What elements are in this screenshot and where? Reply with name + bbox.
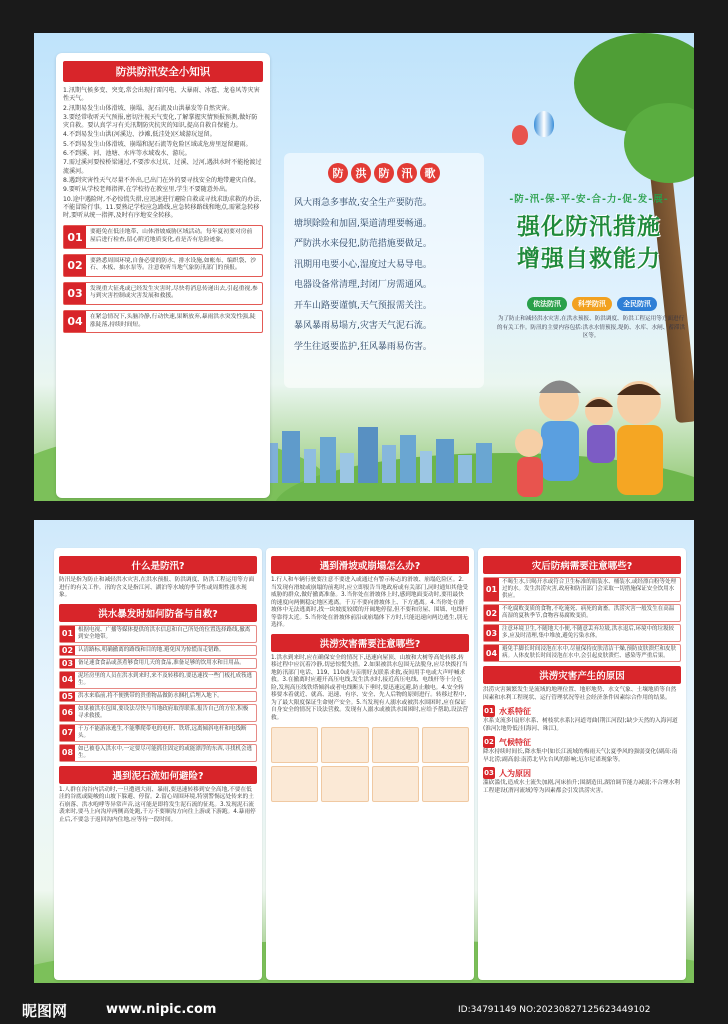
- list-item: [59, 625, 257, 643]
- rescue-illustration: [422, 766, 469, 802]
- watermark-id: ID:34791149 NO:20230827125623449102: [458, 1005, 651, 1015]
- flood-poem: [284, 153, 484, 388]
- family-illustration: [489, 363, 689, 501]
- sub-text: 降水持续时间长,降水集中(如长江流域的梅雨天气);夏季风的强弱变化(副高:南旱北涝;副高弱:南涝北旱);台风的影响;厄尔尼诺现象等。: [483, 749, 678, 763]
- paragraph: 8.遇到灾害性天气尽量不外出,已出门在外的要寻找安全的地带避灾自保。: [63, 176, 260, 184]
- item-number: 02: [64, 255, 86, 276]
- rescue-illustration: [422, 727, 469, 763]
- headline: [489, 211, 689, 275]
- poem-title: [294, 163, 474, 183]
- poem-line: 电器设备常清理,封闭厂房需通风。: [294, 280, 432, 290]
- paragraph: 10.途中遇险时,不必惊慌失措,应迅速进行避险自救或寻找求助求救的办法,不能冒险行事。11.要熟记学校应急路线,应急转移路线和地点,需紧急转移时,要听从统一指挥,及时有序地安全转移。: [63, 195, 262, 220]
- hot-air-balloon-icon: [512, 125, 528, 145]
- rescue-illustration: [271, 727, 318, 763]
- section-title: 遇到泥石流如何避险?: [59, 766, 257, 784]
- hot-air-balloon-icon: [534, 111, 554, 137]
- sub-heading: [483, 767, 681, 779]
- item-number: 04: [64, 311, 86, 332]
- item-number: 03: [61, 658, 74, 668]
- section-text: 洪涝灾害频繁发生是流域的地理位置、地形地势、水文气象、土壤地质等自然因素和水利工程现状、运行管理状况等社会经济条件因素综合作用的结果。: [483, 687, 677, 701]
- section-title: 洪水暴发时如何防备与自救?: [59, 604, 257, 622]
- list-item: [63, 254, 263, 277]
- safety-knowledge-card: [56, 53, 270, 498]
- sub-title: 水系特征: [499, 706, 531, 716]
- item-text: 发现重大征兆或已经发生灾害时,尽快将消息传递出去,引起重视,参与到灾害控制或灾害发展和救援。: [90, 285, 258, 300]
- item-number: 07: [60, 725, 75, 741]
- poem-line: 学生往返要监护,狂风暴雨易伤害。: [294, 341, 432, 352]
- tag-badge: 全民防汛: [617, 297, 657, 311]
- paragraph: 6.不到溪、河、池塘、水库等水域戏水、游玩。: [63, 150, 191, 158]
- poem-line: 塘坝除险和加固,渠道清理要畅通。: [294, 218, 432, 229]
- section-text: 防汛是指为防止和减轻洪水灾害,在洪水预报、防洪调度、防洪工程运用等方面进行的有关工作。汛的含义是指江河、湖泊等水域的季节性或周期性涨水现象。: [59, 577, 255, 598]
- item-number: 01: [60, 626, 75, 642]
- tag-badge: 科学防汛: [572, 297, 612, 311]
- list-item: [59, 645, 257, 656]
- poem-line: 暴风暴雨易塌方,灾害天气泥石流。: [294, 321, 432, 331]
- sub-number: 01: [484, 707, 494, 715]
- paragraph: 2.汛期易发生山体滑坡、崩塌、泥石流及山洪暴发等自然灾害。: [63, 104, 234, 112]
- section-title: 什么是防汛?: [59, 556, 257, 574]
- list-item: [483, 604, 681, 622]
- list-item: [59, 671, 257, 689]
- paragraph: 1.汛期气候多变、突变,常会出现打雷闪电、大暴雨、冰雹、龙卷风等灾害性天气。: [63, 87, 260, 103]
- item-text: 不吃腐败变质的食物,不吃淹死、病死的禽畜。洪涝灾害一般发生在高温高湿的夏秋季节,食物容易腐败变质。: [502, 606, 675, 619]
- rescue-illustration: [271, 766, 318, 802]
- item-text: 泥坯房里的人员在洪水到来时,来不及转移的,要迅速找一些门板扎成筏逃生。: [78, 672, 252, 686]
- column-3: [478, 548, 686, 980]
- item-text: 在紧急情况下,头脑冷静,行动快速,果断放弃,暴雨洪水突发性强,陡涨陡落,持续时间短。: [90, 314, 256, 328]
- poem-title-char: 防: [328, 163, 348, 183]
- sub-text: 滥砍滥伐,造成水土流失加剧,河床抬升;围湖造田,湖泊调节能力减弱;不合理水利工程建设(渭河流域)等为因素都会引发洪涝灾害。: [483, 780, 680, 794]
- tag-badge: 依法防汛: [527, 297, 567, 311]
- item-number: 05: [61, 691, 74, 701]
- poem-title-char: 歌: [420, 163, 440, 183]
- item-text: 洪水来临前,将不便携带的贵重物品做防水捆扎后埋入地下。: [78, 692, 223, 699]
- item-number: 03: [484, 625, 499, 641]
- sub-heading: [483, 705, 681, 717]
- rescue-illustration: [321, 766, 368, 802]
- item-text: 要熟悉周围环境,自备必要的防水、排水设施,如帐布、编织袋、沙石、木板、抽水泵等。注意收听当地气象防汛部门的预报。: [90, 257, 256, 272]
- inner-panel: [34, 520, 694, 983]
- item-number: 03: [64, 283, 86, 304]
- section-text: 1.人群在沟谷内活动时,一旦遭遇大雨、暴雨,要迅速转移到安全高地,不要在低洼的谷底或陡峻的山坡下躲避、停留。2.留心周围环境,特别警惕远处传来的土石崩落、洪水咆哮等异常声音,这可能是即将发生泥石流的征兆。3.发现泥石流袭来时,要马上向沟岸两侧高处跑,千万不要顺沟方向往上游或下游跑。4.暴雨停止后,不要急于返回沟内住地,应等待一段时间。: [59, 786, 256, 823]
- list-item: [59, 724, 257, 742]
- front-panel: [34, 33, 694, 501]
- intro-text: 为了防止和减轻洪水灾害,在洪水预报、防洪调度、防洪工程运用等方面进行的有关工作。防汛的主要内容包括:洪水水情预报,堤防、水库、水闸、蓄滞洪区等。: [496, 316, 686, 339]
- sub-title: 气候特征: [499, 737, 531, 747]
- paragraph: 3.要经常收听天气预报,密切注视天气变化,了解掌握灾情预报预测,做好防灾自救。要认真学习有关汛期防灾抗灾的知识,提高自救自保能力。: [63, 113, 258, 130]
- section-title: 遇到滑坡或崩塌怎么办?: [271, 556, 469, 574]
- rescue-illustration: [372, 766, 419, 802]
- section-title: 洪涝灾害需要注意哪些?: [271, 634, 469, 652]
- item-text: 注意环境卫生,不随地大小便,不随意丢弃垃圾,洪水退后,环境中的垃圾较多,应及时清理,集中堆放,避免污染水体。: [502, 626, 674, 639]
- list-item: [483, 644, 681, 662]
- list-item: [483, 624, 681, 642]
- paragraph: 5.不到易发生山体滑坡、崩塌和泥石流等危险区域或危房里逗留避雨。: [63, 140, 252, 148]
- poem-title-char: 洪: [351, 163, 371, 183]
- item-number: 02: [61, 645, 74, 655]
- item-text: 千万不能游泳逃生,不能攀爬带电的电杆、铁塔,远离倾斜电杆和电线断头。: [78, 725, 247, 739]
- list-item: [59, 704, 257, 722]
- item-number: 06: [60, 705, 75, 721]
- rescue-illustration: [372, 727, 419, 763]
- sub-title: 人为原因: [499, 768, 531, 778]
- item-text: 要避免在低洼地带、山体滑坡威胁区域活动。每年夏初要对房前屋后进行检查,留心附近地质变化,看是否有危险迹象。: [90, 229, 253, 244]
- item-text: 根据电视、广播等媒体提供的洪水信息和自己所处的位置选择路线,撤离到安全地带。: [78, 626, 251, 640]
- item-number: 01: [64, 226, 86, 247]
- poem-line: 开车山路要谨慎,天气预报需关注。: [294, 300, 432, 311]
- item-text: 避免手脚长时间浸泡在水中,尽量保持皮肤清洁干燥,预防皮肤溃烂和皮肤病。人体皮肤长时间浸泡在水中,会引起皮肤溃烂、感染等严重后果。: [502, 646, 676, 659]
- headline-line: 增强自救能力: [517, 246, 661, 272]
- item-number: 08: [60, 745, 75, 761]
- card-title: 防洪防汛安全小知识: [63, 61, 263, 82]
- item-text: 不喝生水,只喝开水或符合卫生标准的瓶装水、桶装水,或经漂白粉等处理过的水。发生洪涝灾害,政府和防汛部门会采取一切措施保证安全饮用水供应。: [502, 579, 676, 599]
- slogan: -防-汛-保-平-安-合-力-促-发-展-: [509, 194, 669, 205]
- sub-number: 03: [484, 769, 494, 777]
- item-number: 01: [484, 578, 499, 601]
- item-number: 04: [484, 645, 499, 661]
- knowledge-paragraphs: [63, 87, 263, 220]
- paragraph: 9.要听从学校老师指挥,在学校待在教室里,学生不要随意外出。: [63, 186, 232, 194]
- list-item: [63, 282, 263, 305]
- paragraph: 4.不到易发生山洪(河溪边、沙滩,低洼处)区域游玩逗留。: [63, 131, 216, 139]
- list-item: [63, 225, 263, 248]
- item-text: 如已被卷入洪水中,一定要尽可能抓住固定的或能漂浮的东西,寻找机会逃生。: [78, 745, 252, 759]
- sub-text: 水系支流多(扇形水系、树枝状水系);河道弯曲(荆江河段);缺少天然的入海河道(淮河);地势低洼(海河、珠江)。: [483, 718, 678, 732]
- poem-line: 严防洪水来侵犯,防范措施要做足。: [294, 239, 432, 249]
- item-text: 如果被洪水包围,要设法尽快与当地政府取得联系,报告自己的方位,积极寻求救援。: [78, 705, 249, 719]
- watermark-url: www.nipic.com: [106, 1002, 217, 1017]
- column-2: [266, 548, 474, 980]
- tag-row: [497, 297, 687, 311]
- column-1: [54, 548, 262, 980]
- section-title: 洪涝灾害产生的原因: [483, 666, 681, 684]
- poem-line: 汛期用电要小心,湿度过大易导电。: [294, 259, 432, 270]
- list-item: [63, 310, 263, 333]
- item-text: 认清路标,明确撤离的路线和目的地,避免因为惊慌而走错路。: [78, 646, 225, 653]
- poem-line: 风大雨急多事故,安全生产要防范。: [294, 198, 432, 208]
- rescue-illustrations: [271, 727, 469, 802]
- list-item: [59, 744, 257, 762]
- section-text: 1.行人和车辆行驶要注意不要进入或通过有警示标志的滑坡、崩塌危险区。2.当发现有滑坡或崩塌的前兆时,应立即报告当地政府或有关部门,同时通知其他受威胁的群众,做好撤离准备。3.当你处在滑坡体上时,感到地面变动时,要用最快的速度向两侧稳定地区逃离。千万不要向滑坡体上、下方逃离。4.当你处在滑坡体中无法逃离时,找一块坡度较缓的开阔地停留,但不要和房屋、围墙、电线杆等靠得太近。5.当你处在滑坡体前沿或崩塌体下方时,只能迅速向两边逃生,别无选择。: [271, 577, 468, 628]
- item-number: 02: [484, 605, 499, 621]
- poem-title-char: 防: [374, 163, 394, 183]
- section-title: 灾后防病需要注意哪些?: [483, 556, 681, 574]
- watermark-logo: 昵图网: [22, 1002, 68, 1020]
- list-item: [59, 691, 257, 702]
- list-item: [59, 658, 257, 669]
- item-number: 04: [60, 672, 75, 688]
- poem-title-char: 汛: [397, 163, 417, 183]
- item-text: 备足速食食品或蒸煮够食用几天的食品,准备足够的饮用水和日用品。: [78, 659, 245, 666]
- headline-line: 强化防汛措施: [517, 214, 661, 240]
- list-item: [483, 577, 681, 602]
- rescue-illustration: [321, 727, 368, 763]
- sub-heading: [483, 736, 681, 748]
- paragraph: 7.需过溪河要按桥梁通过,不要涉水过坑、过溪、过河,遇洪水时不能抢渡过流溪河。: [63, 159, 262, 175]
- sub-number: 02: [484, 738, 494, 746]
- section-text: 1.洪水到来时,应在确保安全的情况下,迅速向屋顶、山坡和大树等高处转移,转移过程中应沉着冷静,切忌惊慌失措。2.如果被洪水包围无法脱身,应尽快拨打当地防汛部门电话、119、110或与亲朋好友联系求救,夜间用手电或大声呼喊求救。3.在撤离时应避开高压电线,发生洪水时,接近高压电线、电线杆等十分危险,发现高压线铁塔倾斜或者电线断头下垂时,要迅速远避,防止触电。4.安全转移要本着就近、就高、迅速、有序、安全、先人后物的原则进行。转移过程中,为了最大限度保证生命财产安全。5.当发现有人溺水或被洪水围困时,应在保证自身安全的情况下设法营救。发现有人溺水或被洪水围困时,应给予帮助,设法营救。: [271, 654, 468, 721]
